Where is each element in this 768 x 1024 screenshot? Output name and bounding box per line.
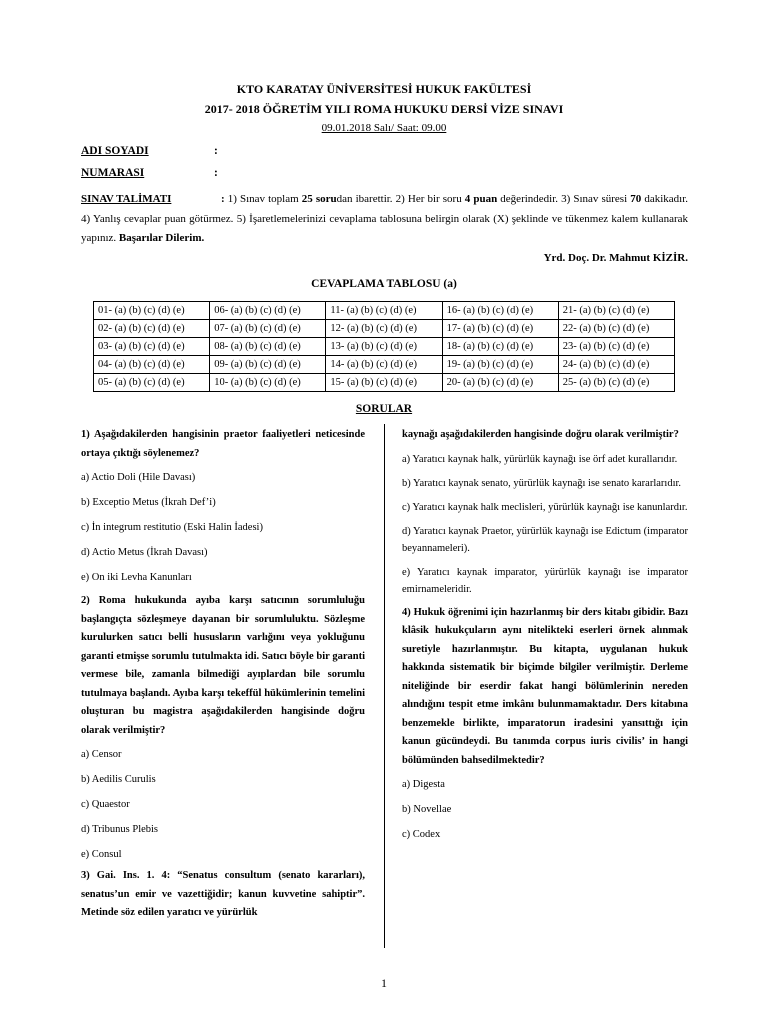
number-colon: : [214, 167, 218, 179]
answer-table [93, 301, 675, 392]
question-4: 4) Hukuk öğrenimi için hazırlanmış bir ders kitabı gibidir. Bazı klâsik hukukçuların aynı nitelikteki eserleri örnek alınmak suretiyle hazırlanmıştır. Bu kitapta, uygulanan hukuk hakkında sistematik bir biçimde bilgiler verilmiştir. Derleme niteliğinde bir eserdir fakat hangi bölümlerinin nereden alındığını tespit etme imkânı bulunmamaktadır. Ders kitabına benzemekle birlikte, imparatorun iradesini yansıttığı için kanun gücündeydi. Bu tanımda corpus iuris civilis’ in hangi bölümünden bahsedilmektedir? [402, 606, 688, 766]
answer-cell[interactable]: 18- (a) (b) (c) (d) (e) [442, 338, 558, 356]
instructions-colon: : [221, 193, 225, 205]
instr-bold-3: 70 [630, 193, 642, 205]
answer-cell[interactable]: 16- (a) (b) (c) (d) (e) [442, 302, 558, 320]
question-1-option-d: d) Actio Metus (İkrah Davası) [81, 547, 208, 558]
column-divider [384, 424, 385, 948]
question-3-continued: kaynağı aşağıdakilerden hangisinde doğru olarak verilmiştir? [402, 429, 679, 440]
question-1: 1) Aşağıdakilerden hangisinin praetor faaliyetleri neticesinde ortaya çıktığı söylenemez? [81, 429, 365, 459]
answer-cell[interactable]: 23- (a) (b) (c) (d) (e) [558, 338, 674, 356]
instr-bold-2: 4 puan [464, 193, 498, 205]
answer-cell[interactable]: 15- (a) (b) (c) (d) (e) [326, 374, 442, 392]
instr-text-1: 1) Sınav toplam [224, 193, 302, 205]
answer-table-row [94, 302, 675, 320]
answer-cell[interactable]: 06- (a) (b) (c) (d) (e) [210, 302, 326, 320]
answer-table-row [94, 356, 675, 374]
instructions-label: SINAV TALİMATI [81, 193, 172, 205]
answer-cell[interactable]: 10- (a) (b) (c) (d) (e) [210, 374, 326, 392]
page-number: 1 [381, 976, 387, 990]
answer-cell[interactable]: 22- (a) (b) (c) (d) (e) [558, 320, 674, 338]
instr-bold-4: Başarılar Dilerim. [118, 232, 205, 244]
answer-table-row [94, 338, 675, 356]
question-2-option-c: c) Quaestor [81, 799, 130, 810]
answer-cell[interactable]: 08- (a) (b) (c) (d) (e) [210, 338, 326, 356]
answer-cell[interactable]: 09- (a) (b) (c) (d) (e) [210, 356, 326, 374]
questions-right-column [402, 426, 688, 843]
answer-cell[interactable]: 01- (a) (b) (c) (d) (e) [94, 302, 210, 320]
answer-cell[interactable]: 24- (a) (b) (c) (d) (e) [558, 356, 674, 374]
question-2-option-a: a) Censor [81, 749, 122, 760]
question-4-option-a: a) Digesta [402, 779, 445, 790]
name-field [81, 145, 218, 157]
answer-cell[interactable]: 11- (a) (b) (c) (d) (e) [326, 302, 442, 320]
questions-left-column [81, 426, 365, 923]
question-4-option-c: c) Codex [402, 829, 441, 840]
number-field [81, 167, 218, 179]
answer-cell[interactable]: 05- (a) (b) (c) (d) (e) [94, 374, 210, 392]
question-4-option-b: b) Novellae [402, 804, 452, 815]
answer-cell[interactable]: 07- (a) (b) (c) (d) (e) [210, 320, 326, 338]
answer-cell[interactable]: 13- (a) (b) (c) (d) (e) [326, 338, 442, 356]
exam-date [0, 122, 768, 134]
instr-text-4: dakikadır. 4) Yanlış cevaplar puan götürmez. 5) İşaretlemelerinizi cevaplama tablosuna belirgin olarak (X) şeklinde ve tükenmez kalem kullanarak yapınız. [81, 193, 688, 244]
question-3-option-d: d) Yaratıcı kaynak Praetor, yürürlük kaynağı ise Edictum (imparator beyannameleri). [402, 525, 688, 554]
instr-text-3: değerindedir. 3) Sınav süresi [497, 193, 631, 205]
answer-table-body [94, 302, 675, 392]
answer-cell[interactable]: 14- (a) (b) (c) (d) (e) [326, 356, 442, 374]
answer-cell[interactable]: 25- (a) (b) (c) (d) (e) [558, 374, 674, 392]
answer-cell[interactable]: 21- (a) (b) (c) (d) (e) [558, 302, 674, 320]
instr-bold-1: 25 soru [301, 193, 337, 205]
question-2-option-e: e) Consul [81, 849, 122, 860]
number-label: NUMARASI [81, 167, 145, 179]
question-3: 3) Gai. Ins. 1. 4: “Senatus consultum (senato kararları), senatus’un emir ve vazettiğidir; kanun kuvvetine sahiptir”. Metinde söz edilen yaratıcı ve yürürlük [81, 870, 365, 918]
question-1-option-a: a) Actio Doli (Hile Davası) [81, 472, 196, 483]
question-2-option-b: b) Aedilis Curulis [81, 774, 156, 785]
question-3-option-e: e) Yaratıcı kaynak imparator, yürürlük kaynağı ise imparator emirnameleridir. [402, 566, 688, 595]
answer-cell[interactable]: 19- (a) (b) (c) (d) (e) [442, 356, 558, 374]
instr-text-2: dan ibarettir. 2) Her bir soru [336, 193, 465, 205]
answer-cell[interactable]: 03- (a) (b) (c) (d) (e) [94, 338, 210, 356]
answer-table-row [94, 374, 675, 392]
questions-heading: SORULAR [355, 403, 413, 415]
question-1-option-e: e) On iki Levha Kanunları [81, 572, 192, 583]
answer-cell[interactable]: 12- (a) (b) (c) (d) (e) [326, 320, 442, 338]
question-3-option-c: c) Yaratıcı kaynak halk meclisleri, yürürlük kaynağı ise kanunlardır. [402, 501, 688, 513]
question-3-option-b: b) Yaratıcı kaynak senato, yürürlük kaynağı ise senato kararlarıdır. [402, 477, 682, 489]
question-1-option-c: c) İn integrum restitutio (Eski Halin İadesi) [81, 522, 263, 533]
answer-cell[interactable]: 20- (a) (b) (c) (d) (e) [442, 374, 558, 392]
name-label: ADI SOYADI [81, 145, 149, 157]
answer-cell[interactable]: 02- (a) (b) (c) (d) (e) [94, 320, 210, 338]
university-title: KTO KARATAY ÜNİVERSİTESİ HUKUK FAKÜLTESİ [236, 82, 532, 96]
answer-table-title: CEVAPLAMA TABLOSU (a) [311, 278, 457, 290]
answer-cell[interactable]: 17- (a) (b) (c) (d) (e) [442, 320, 558, 338]
question-2-option-d: d) Tribunus Plebis [81, 824, 159, 835]
name-colon: : [214, 145, 218, 157]
question-1-option-b: b) Exceptio Metus (İkrah Def’i) [81, 497, 216, 508]
instructor-signature: Yrd. Doç. Dr. Mahmut KİZİR. [543, 252, 688, 264]
exam-title: 2017- 2018 ÖĞRETİM YILI ROMA HUKUKU DERSİ VİZE SINAVI [204, 102, 564, 116]
question-2: 2) Roma hukukunda ayıba karşı satıcının sorumluluğu başlangıçta sözleşmeye dayanan bir sorumluluktu. Sözleşme kurulurken satıcı belli hususların varlığını veya yokluğunu garanti etmişse sorumlu tutulmakta idi. Satıcı böyle bir garanti vermese bile, zamanla bilmediği ayıplardan bile sorumlu tutulmaya başlandı. Ayıba karşı tekeffül hükümlerinin temelini oluşturan bu magistra aşağıdakilerden hangisinde doğru olarak verilmiştir? [81, 595, 365, 736]
answer-cell[interactable]: 04- (a) (b) (c) (d) (e) [94, 356, 210, 374]
exam-date-text: 09.01.2018 Salı/ Saat: 09.00 [321, 122, 447, 134]
exam-instructions [81, 190, 688, 249]
question-3-option-a: a) Yaratıcı kaynak halk, yürürlük kaynağı ise örf adet kurallarıdır. [402, 453, 678, 465]
answer-table-row [94, 320, 675, 338]
